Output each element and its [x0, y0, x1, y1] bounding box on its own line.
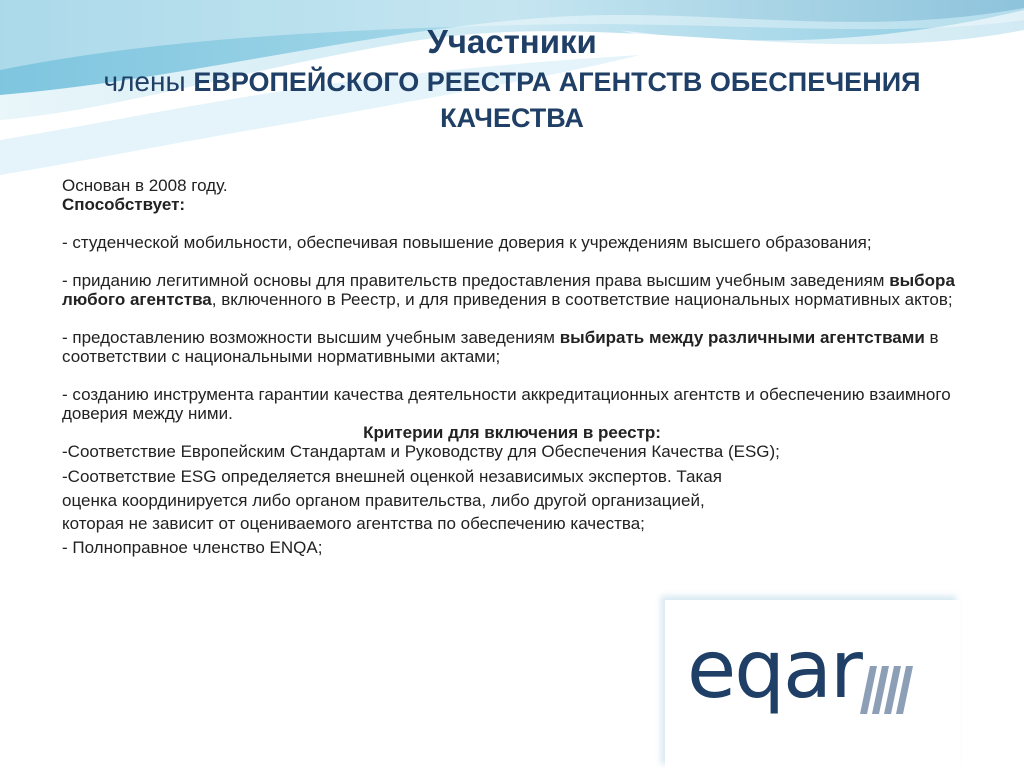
founded-text: Основан в 2008 году. [62, 176, 228, 195]
promotes-label: Способствует: [62, 195, 186, 214]
criteria-line: -Соответствие Европейским Стандартам и Руководству для Обеспечения Качества (ESG); [62, 442, 780, 461]
criteria-line: оценка координируется либо органом правительства, либо другой организацией, [62, 490, 705, 510]
slide-title: Участники [427, 23, 597, 60]
eqar-stripes-icon [860, 666, 920, 714]
eqar-logo [665, 600, 960, 768]
promotes-item-2: - приданию легитимной основы для правительств предоставления права высшим учебным заведениям выбора любого агентства, включенного в Реестр, и для приведения в соответствие национальных нормативных актов; [62, 271, 955, 309]
promotes-item-1: - студенческой мобильности, обеспечивая повышение доверия к учреждениям высшего образования; [62, 233, 872, 252]
criteria-title: Критерии для включения в реестр: [363, 423, 661, 442]
subtitle-rest: ЕВРОПЕЙСКОГО РЕЕСТРА АГЕНТСТВ ОБЕСПЕЧЕНИЯ КАЧЕСТВА [193, 67, 921, 133]
criteria-line: которая не зависит от оцениваемого агентства по обеспечению качества; [62, 514, 645, 533]
criteria-line: - Полноправное членство ENQA; [62, 537, 323, 557]
slide-title-block [0, 22, 1024, 136]
promotes-item-3: - предоставлению возможности высшим учебным заведениям выбирать между различными агентствами в соответствии с национальными нормативными актами; [62, 328, 939, 366]
slide-body [62, 176, 962, 559]
slide-subtitle [0, 64, 1024, 136]
eqar-logo-text: eqar [687, 623, 861, 716]
criteria-line: -Соответствие ESG определяется внешней оценкой независимых экспертов. Такая [62, 467, 722, 486]
subtitle-lead: члены [103, 66, 194, 97]
promotes-item-4: - созданию инструмента гарантии качества деятельности аккредитационных агентств и обеспечению взаимного доверия между ними. [62, 385, 951, 423]
